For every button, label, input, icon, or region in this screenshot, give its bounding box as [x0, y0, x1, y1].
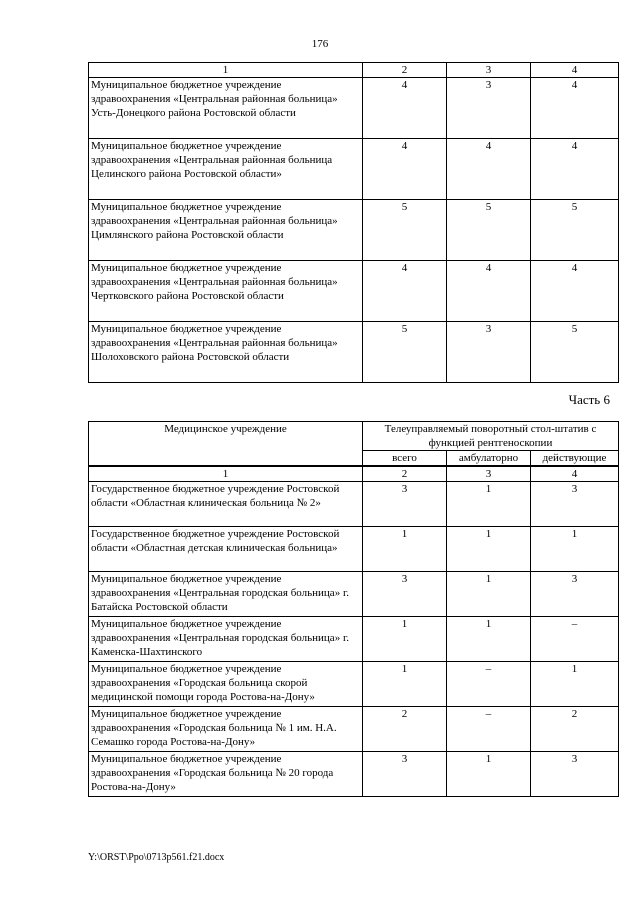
table-row — [89, 527, 619, 572]
table-row — [89, 482, 619, 527]
cell-value: 4 — [363, 261, 447, 322]
cell-value: 4 — [363, 78, 447, 139]
column-number: 4 — [531, 466, 619, 482]
cell-value: 1 — [447, 572, 531, 617]
table-row — [89, 662, 619, 707]
cell-value: 4 — [447, 261, 531, 322]
ambulatory-column-header: амбулаторно — [447, 451, 531, 467]
table-row — [89, 200, 619, 261]
column-number: 2 — [363, 63, 447, 78]
cell-value: – — [531, 617, 619, 662]
institution-name: Муниципальное бюджетное учреждение здравоохранения «Центральная городская больница» г. Каменска-Шахтинского — [89, 617, 363, 662]
institution-name: Муниципальное бюджетное учреждение здравоохранения «Центральная районная больница» Цимлянского района Ростовской области — [89, 200, 363, 261]
institution-name: Государственное бюджетное учреждение Ростовской области «Областная детская клиническая больница» — [89, 527, 363, 572]
institution-name: Муниципальное бюджетное учреждение здравоохранения «Центральная районная больница» Усть-Донецкого района Ростовской области — [89, 78, 363, 139]
part-heading: Часть 6 — [568, 392, 610, 407]
institution-name: Муниципальное бюджетное учреждение здравоохранения «Центральная районная больница» Чертковского района Ростовской области — [89, 261, 363, 322]
cell-value: 3 — [363, 482, 447, 527]
cell-value: 1 — [447, 482, 531, 527]
cell-value: 1 — [363, 527, 447, 572]
cell-value: 3 — [363, 572, 447, 617]
column-number: 3 — [447, 63, 531, 78]
cell-value: 3 — [531, 482, 619, 527]
cell-value: 4 — [531, 261, 619, 322]
institution-name: Муниципальное бюджетное учреждение здравоохранения «Городская больница № 1 им. Н.А. Семашко города Ростова-на-Дону» — [89, 707, 363, 752]
page-number: 176 — [311, 38, 329, 50]
column-number: 3 — [447, 466, 531, 482]
cell-value: 3 — [531, 752, 619, 797]
cell-value: 4 — [363, 139, 447, 200]
table-row — [89, 139, 619, 200]
table-row — [89, 261, 619, 322]
total-column-header: всего — [363, 451, 447, 467]
column-number-row — [89, 63, 619, 78]
cell-value: 1 — [531, 527, 619, 572]
cell-value: 1 — [531, 662, 619, 707]
cell-value: 4 — [531, 78, 619, 139]
table-row — [89, 752, 619, 797]
active-column-header: действующие — [531, 451, 619, 467]
table-row — [89, 707, 619, 752]
cell-value: 5 — [531, 200, 619, 261]
cell-value: 5 — [447, 200, 531, 261]
institution-column-header: Медицинское учреждение — [89, 422, 363, 467]
table-row — [89, 572, 619, 617]
cell-value: 5 — [531, 322, 619, 383]
cell-value: – — [447, 662, 531, 707]
cell-value: 4 — [447, 139, 531, 200]
cell-value: 3 — [531, 572, 619, 617]
cell-value: 3 — [447, 322, 531, 383]
cell-value: 1 — [447, 752, 531, 797]
cell-value: 1 — [363, 617, 447, 662]
column-number: 1 — [89, 63, 363, 78]
institution-name: Государственное бюджетное учреждение Ростовской области «Областная клиническая больница № 2» — [89, 482, 363, 527]
cell-value: 1 — [447, 617, 531, 662]
table-row — [89, 322, 619, 383]
cell-value: 3 — [447, 78, 531, 139]
equipment-column-header: Телеуправляемый поворотный стол-штатив с функцией рентгеноскопии — [363, 422, 619, 451]
document-path-footer: Y:\ORST\Ppo\0713p561.f21.docx — [88, 852, 225, 863]
institution-name: Муниципальное бюджетное учреждение здравоохранения «Центральная районная больница Целинского района Ростовской области» — [89, 139, 363, 200]
equipment-table-continued — [88, 62, 619, 383]
cell-value: 5 — [363, 200, 447, 261]
fluoroscopy-table — [88, 421, 619, 797]
cell-value: 3 — [363, 752, 447, 797]
column-number: 4 — [531, 63, 619, 78]
institution-name: Муниципальное бюджетное учреждение здравоохранения «Городская больница № 20 города Ростова-на-Дону» — [89, 752, 363, 797]
cell-value: – — [447, 707, 531, 752]
table-row — [89, 78, 619, 139]
column-number: 1 — [89, 466, 363, 482]
header-row — [89, 422, 619, 451]
column-number-row — [89, 466, 619, 482]
column-number: 2 — [363, 466, 447, 482]
cell-value: 1 — [363, 662, 447, 707]
cell-value: 1 — [447, 527, 531, 572]
cell-value: 4 — [531, 139, 619, 200]
institution-name: Муниципальное бюджетное учреждение здравоохранения «Городская больница скорой медицинской помощи города Ростова-на-Дону» — [89, 662, 363, 707]
institution-name: Муниципальное бюджетное учреждение здравоохранения «Центральная городская больница» г. Батайска Ростовской области — [89, 572, 363, 617]
cell-value: 2 — [531, 707, 619, 752]
cell-value: 2 — [363, 707, 447, 752]
cell-value: 5 — [363, 322, 447, 383]
institution-name: Муниципальное бюджетное учреждение здравоохранения «Центральная районная больница» Шолоховского района Ростовской области — [89, 322, 363, 383]
table-row — [89, 617, 619, 662]
